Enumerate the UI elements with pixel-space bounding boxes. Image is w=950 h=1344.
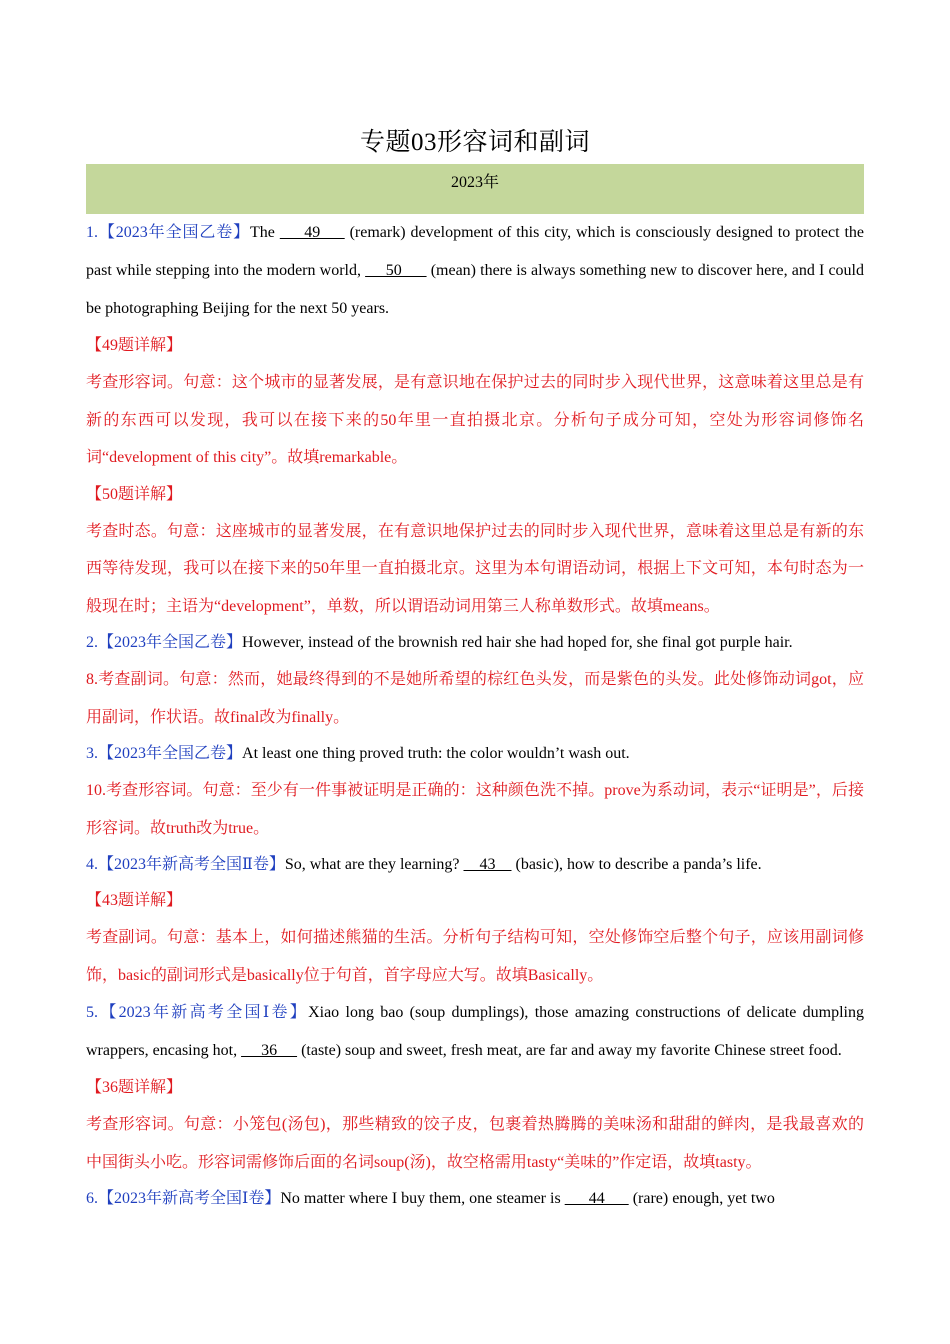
question-text: The bbox=[250, 224, 280, 241]
explanation-36: 考查形容词。句意：小笼包(汤包)，那些精致的饺子皮，包裹着热腾腾的美味汤和甜甜的鲜肉，是我最喜欢的中国街头小吃。形容词需修饰后面的名词soup(汤)，故空格需用tasty“美味的”作定语，故填tasty。 bbox=[86, 1116, 864, 1171]
question-text: At least one thing proved truth: the color wouldn’t wash out. bbox=[242, 745, 630, 762]
question-text: (rare) enough, yet two bbox=[628, 1190, 775, 1207]
question-6 bbox=[86, 1181, 864, 1217]
question-text: No matter where I buy them, one steamer is bbox=[280, 1190, 565, 1207]
source-tag: 【2023年新高考全国Ⅱ卷】 bbox=[98, 856, 285, 873]
question-text: Xiao long bao (soup dumplings), those amazing constructions of delicate dumpling wrappers, encasing hot, bbox=[86, 1004, 864, 1059]
source-tag: 【2023年全国乙卷】 bbox=[98, 634, 243, 651]
page-title: 专题03形容词和副词 bbox=[359, 129, 590, 156]
question-text: So, what are they learning? bbox=[284, 856, 464, 873]
question-number: 3. bbox=[86, 745, 98, 762]
answer-blank-43: 43 bbox=[463, 856, 512, 873]
question-text: However, instead of the brownish red hair she had hoped for, she final got purple hair. bbox=[242, 634, 793, 651]
explanation-heading-43: 【43题详解】 bbox=[86, 892, 183, 909]
explanation-3: 10.考查形容词。句意：至少有一件事被证明是正确的：这种颜色洗不掉。prove为系动词，表示“证明是”，后接形容词。故truth改为true。 bbox=[86, 782, 864, 837]
explanation-2: 8.考查副词。句意：然而，她最终得到的不是她所希望的棕红色头发，而是紫色的头发。此处修饰动词got，应用副词，作状语。故final改为finally。 bbox=[86, 671, 864, 726]
question-3 bbox=[86, 736, 864, 772]
year-band bbox=[86, 164, 864, 214]
question-text: (taste) soup and sweet, fresh meat, are far and away my favorite Chinese street food. bbox=[297, 1042, 842, 1059]
source-tag: 【2023年新高考全国Ⅰ卷】 bbox=[98, 1004, 309, 1021]
question-2 bbox=[86, 625, 864, 661]
question-number: 5. bbox=[86, 1004, 98, 1021]
document-body bbox=[86, 214, 864, 1217]
explanation-50: 考查时态。句意：这座城市的显著发展，在有意识地保护过去的同时步入现代世界，意味着这里总是有新的东西等待发现，我可以在接下来的50年里一直拍摄北京。这里为本句谓语动词，根据上下文可知，本句时态为一般现在时；主语为“development”，单数，所以谓语动词用第三人称单数形式。故填means。 bbox=[86, 522, 864, 615]
year-label: 2023年 bbox=[450, 174, 499, 191]
question-5 bbox=[86, 994, 864, 1070]
question-text: (remark) development of this city, which is consciously designed to protect the past while stepping into the modern world, bbox=[86, 224, 864, 279]
source-tag: 【2023年全国乙卷】 bbox=[98, 745, 243, 762]
question-text: (mean) there is always something new to discover here, and I could be photographing Beijing for the next 50 years. bbox=[86, 262, 865, 317]
answer-blank-50: 50 bbox=[365, 262, 427, 279]
question-text: (basic), how to describe a panda’s life. bbox=[511, 856, 762, 873]
question-1 bbox=[86, 214, 864, 328]
explanation-heading-49: 【49题详解】 bbox=[86, 337, 183, 354]
explanation-heading-50: 【50题详解】 bbox=[86, 485, 183, 503]
question-number: 2. bbox=[86, 634, 98, 651]
explanation-49: 考查形容词。句意：这个城市的显著发展，是有意识地在保护过去的同时步入现代世界，这意味着这里总是有新的东西可以发现，我可以在接下来的50年里一直拍摄北京。分析句子成分可知，空处为形容词修饰名词“development of this city”。故填remarkable。 bbox=[86, 374, 864, 466]
source-tag: 【2023年新高考全国Ⅰ卷】 bbox=[98, 1190, 281, 1207]
answer-blank-44: 44 bbox=[564, 1190, 629, 1207]
source-tag: 【2023年全国乙卷】 bbox=[98, 224, 251, 241]
explanation-43: 考查副词。句意：基本上，如何描述熊猫的生活。分析句子结构可知，空处修饰空后整个句子，应该用副词修饰，basic的副词形式是basically位于句首，首字母应大写。故填Basically。 bbox=[86, 929, 864, 984]
question-number: 6. bbox=[86, 1190, 98, 1207]
question-number: 4. bbox=[86, 856, 98, 873]
question-4 bbox=[86, 847, 864, 883]
answer-blank-36: 36 bbox=[241, 1042, 298, 1059]
answer-blank-49: 49 bbox=[279, 224, 345, 241]
explanation-heading-36: 【36题详解】 bbox=[86, 1079, 183, 1096]
question-number: 1. bbox=[86, 224, 98, 241]
